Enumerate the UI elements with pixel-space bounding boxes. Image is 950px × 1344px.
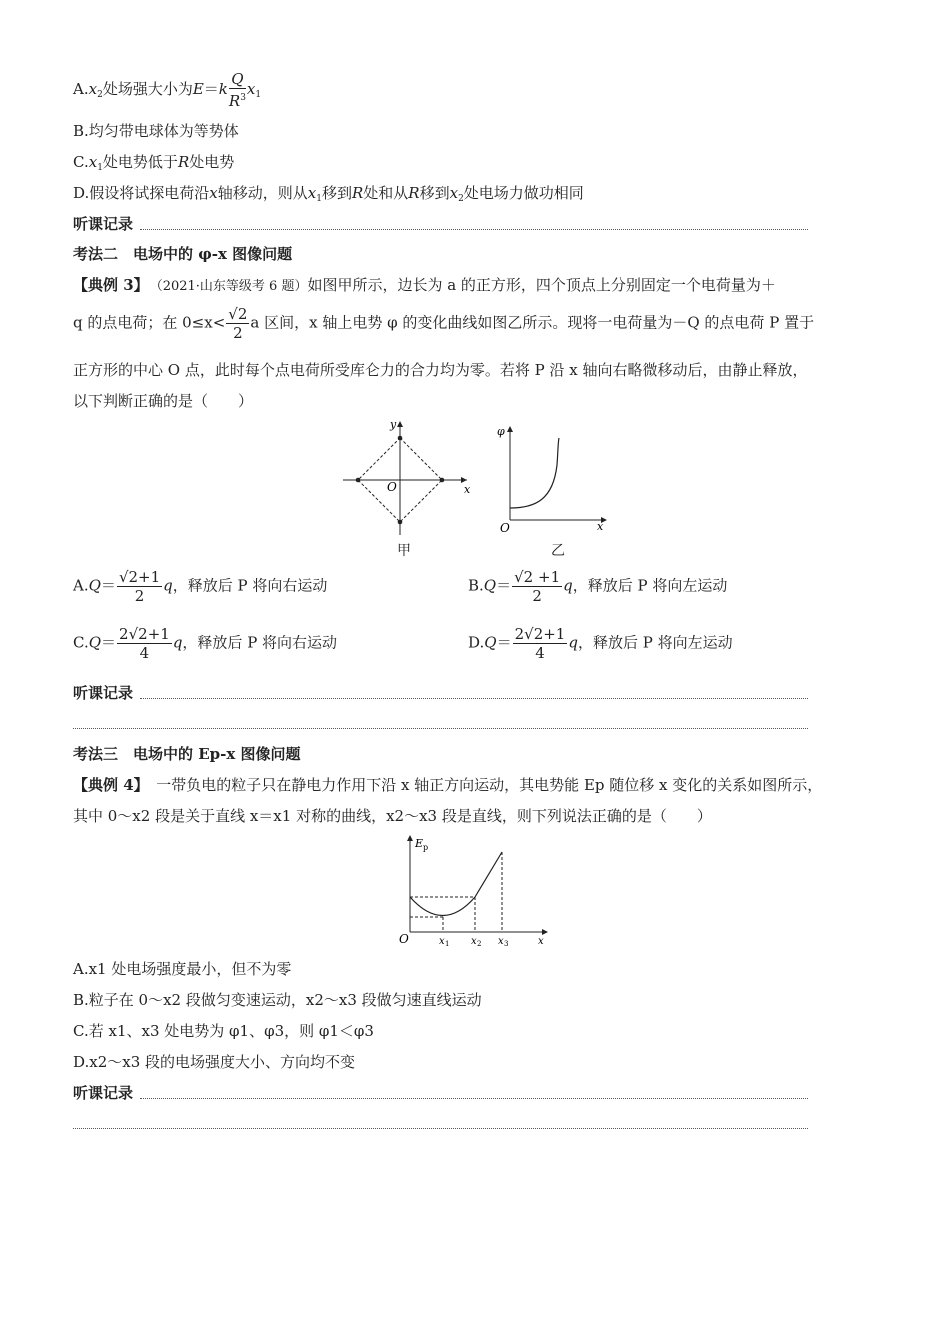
ep-curve: [410, 897, 475, 916]
option-c-prev: $C.x_1$处电势低于R处电势: [73, 153, 235, 173]
potential-curve: [510, 438, 559, 508]
example-3-line3: 正方形的中心 O 点，此时每个点电荷所受库仑力的合力均为零。若将 P 沿 x 轴向右略微移动后，由静止释放，: [73, 361, 808, 379]
svg-text:2: 2: [477, 940, 482, 948]
svg-text:p: p: [423, 843, 429, 852]
notes-line[interactable]: [140, 229, 808, 230]
svg-text:O: O: [387, 480, 397, 494]
notes-label-2: 听课记录: [73, 684, 134, 702]
charge-bottom: [398, 520, 403, 525]
notes-line[interactable]: [140, 1098, 808, 1099]
example-4-line1: 【典例 4】 一带负电的粒子只在静电力作用下沿 x 轴正方向运动，其电势能 Ep 随位移 x 变化的关系如图所示，: [73, 776, 823, 794]
svg-text:O: O: [399, 932, 409, 946]
svg-text:φ: φ: [497, 425, 505, 438]
option-b-ex4: B.粒子在 0～x2 段做匀变速运动，x2～x3 段做匀速直线运动: [73, 991, 482, 1009]
example-3-line4: 以下判断正确的是（ ）: [73, 392, 254, 410]
option-c-ex3: C.Q＝ $\frac{2√2+1}{4}$ q，释放后 P 将向右运动: [73, 625, 338, 662]
figure-yi: [495, 420, 610, 540]
svg-text:y: y: [390, 418, 397, 431]
figure-yi-label: 乙: [551, 543, 565, 559]
notes-line[interactable]: [140, 698, 808, 699]
option-a-ex3: A.Q＝ $\frac{√2+1}{2}$ q，释放后 P 将向右运动: [73, 568, 328, 605]
option-a-ex4: A.x1 处电场强度最小，但不为零: [73, 960, 292, 978]
option-c-ex4: C.若 x1、x3 处电势为 φ1、φ3，则 φ1＜φ3: [73, 1022, 374, 1040]
option-d-ex3: D.Q＝ $\frac{2√2+1}{4}$ q，释放后 P 将向左运动: [468, 625, 733, 662]
section-title-2: 考法二 电场中的 φ-x 图像问题: [73, 245, 293, 263]
option-b-ex3: B.Q＝ $\frac{√2 +1}{2}$ q，释放后 P 将向左运动: [468, 568, 728, 605]
notes-label-3: 听课记录: [73, 1084, 134, 1102]
svg-text:x: x: [471, 936, 477, 947]
figure-jia-label: 甲: [397, 543, 411, 559]
svg-text:x: x: [439, 936, 445, 947]
example-3-line2: q 的点电荷；在 0≤x< $\frac{√2}{2}$ a 区间，x 轴上电势 φ 的变化曲线如图乙所示。现将一电荷量为－Q 的点电荷 P 置于: [73, 305, 815, 342]
example-4-line2: 其中 0～x2 段是关于直线 x＝x1 对称的曲线，x2～x3 段是直线，则下列说法正确的是（ ）: [73, 807, 712, 825]
charge-right: [440, 478, 445, 483]
svg-text:O: O: [500, 521, 510, 535]
svg-text:3: 3: [504, 940, 509, 948]
example-3-line1: 【典例 3】 （2021·山东等级考 6 题）如图甲所示，边长为 a 的正方形，四个顶点上分别固定一个电荷量为＋: [73, 276, 776, 294]
option-d-prev: D.假设将试探电荷沿x轴移动，则从$x_1$移到R处和从R移到$x_2$处电场力做功相同: [73, 184, 584, 204]
charge-left: [356, 478, 361, 483]
section-title-3: 考法三 电场中的 Ep-x 图像问题: [73, 745, 301, 763]
charge-top: [398, 436, 403, 441]
svg-text:x: x: [498, 936, 504, 947]
svg-text:x: x: [597, 520, 604, 533]
svg-text:x: x: [464, 483, 471, 496]
svg-text:E: E: [415, 837, 424, 850]
svg-text:x: x: [538, 936, 544, 947]
option-a-prev: $A.x_2$处场强大小为E＝k $\frac{Q}{R^3}$ $x_1$: [73, 70, 262, 110]
ep-line: [475, 852, 502, 897]
option-d-ex4: D.x2～x3 段的电场强度大小、方向均不变: [73, 1053, 356, 1071]
figure-jia: [335, 415, 475, 545]
notes-line[interactable]: [73, 1128, 808, 1129]
svg-text:1: 1: [445, 940, 450, 948]
notes-label-1: 听课记录: [73, 215, 134, 233]
figure-ep: [395, 832, 555, 950]
option-b-prev: B.均匀带电球体为等势体: [73, 122, 239, 140]
notes-line[interactable]: [73, 728, 808, 729]
